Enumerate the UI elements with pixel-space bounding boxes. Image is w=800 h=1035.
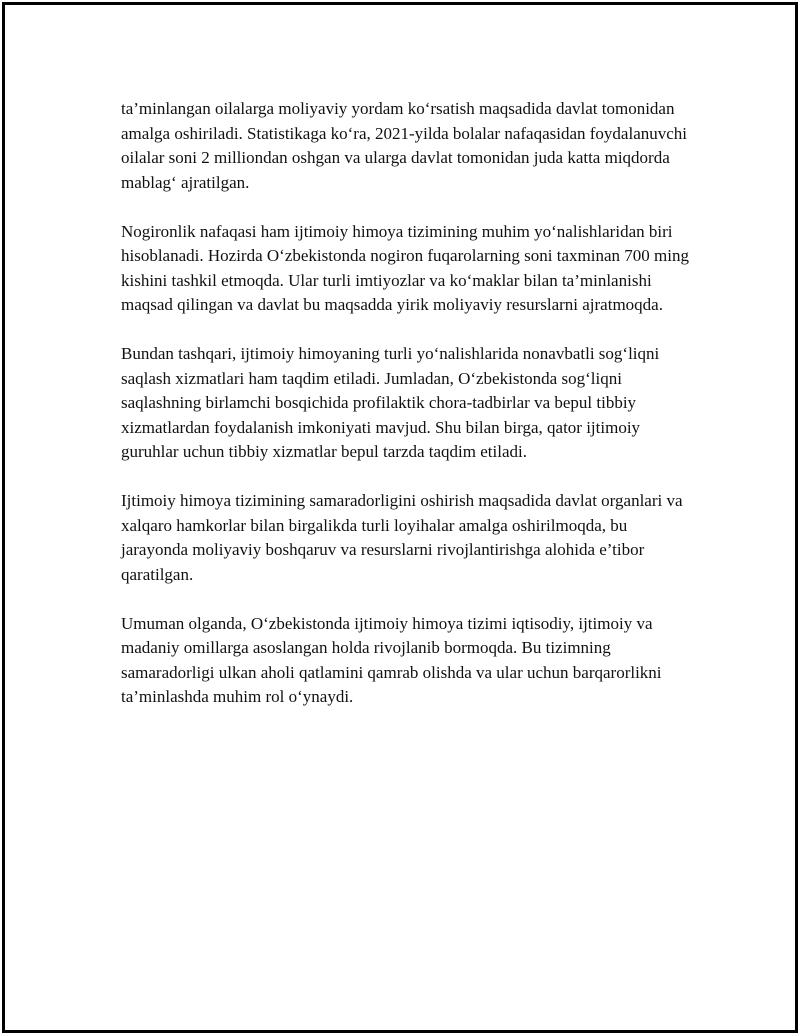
paragraph-1: ta’minlangan oilalarga moliyaviy yordam ko‘rsatish maqsadida davlat tomonidan amalga oshiriladi. Statistikaga ko‘ra, 2021-yilda bolalar nafaqasidan foydalanuvchi oilalar soni 2 milliondan oshgan va ularga davlat tomonidan juda katta miqdorda mablag‘ ajratilgan. (121, 99, 688, 192)
paragraph-5: Umuman olganda, O‘zbekistonda ijtimoiy himoya tizimi iqtisodiy, ijtimoiy va madaniy omillarga asoslangan holda rivojlanib bormoqda. Bu tizimning samaradorligi ulkan aholi qatlamini qamrab olishda va ular uchun barqarorlikni ta’minlashda muhim rol o‘ynaydi. (121, 613, 662, 706)
page-frame (2, 2, 798, 1033)
paragraph-2: Nogironlik nafaqasi ham ijtimoiy himoya tizimining muhim yo‘nalishlaridan biri hisoblanadi. Hozirda O‘zbekistonda nogiron fuqarolarning soni taxminan 700 ming kishini tashkil etmoqda. Ular turli imtiyozlar va ko‘maklar bilan ta’minlanishi maqsad qilingan va davlat bu maqsadda yirik moliyaviy resurslarni ajratmoqda. (121, 221, 689, 314)
document-body (121, 97, 693, 734)
paragraph-3: Bundan tashqari, ijtimoiy himoyaning turli yo‘nalishlarida nonavbatli sog‘liqni saqlash xizmatlari ham taqdim etiladi. Jumladan, O‘zbekistonda sog‘liqni saqlashning birlamchi bosqichida profilaktik chora-tadbirlar va bepul tibbiy xizmatlardan foydalanish imkoniyati mavjud. Shu bilan birga, qator ijtimoiy guruhlar uchun tibbiy xizmatlar bepul tarzda taqdim etiladi. (121, 344, 660, 461)
paragraph-4: Ijtimoiy himoya tizimining samaradorligini oshirish maqsadida davlat organlari va xalqaro hamkorlar bilan birgalikda turli loyihalar amalga oshirilmoqda, bu jarayonda moliyaviy boshqaruv va resurslarni rivojlantirishga alohida e’tibor qaratilgan. (121, 491, 683, 584)
